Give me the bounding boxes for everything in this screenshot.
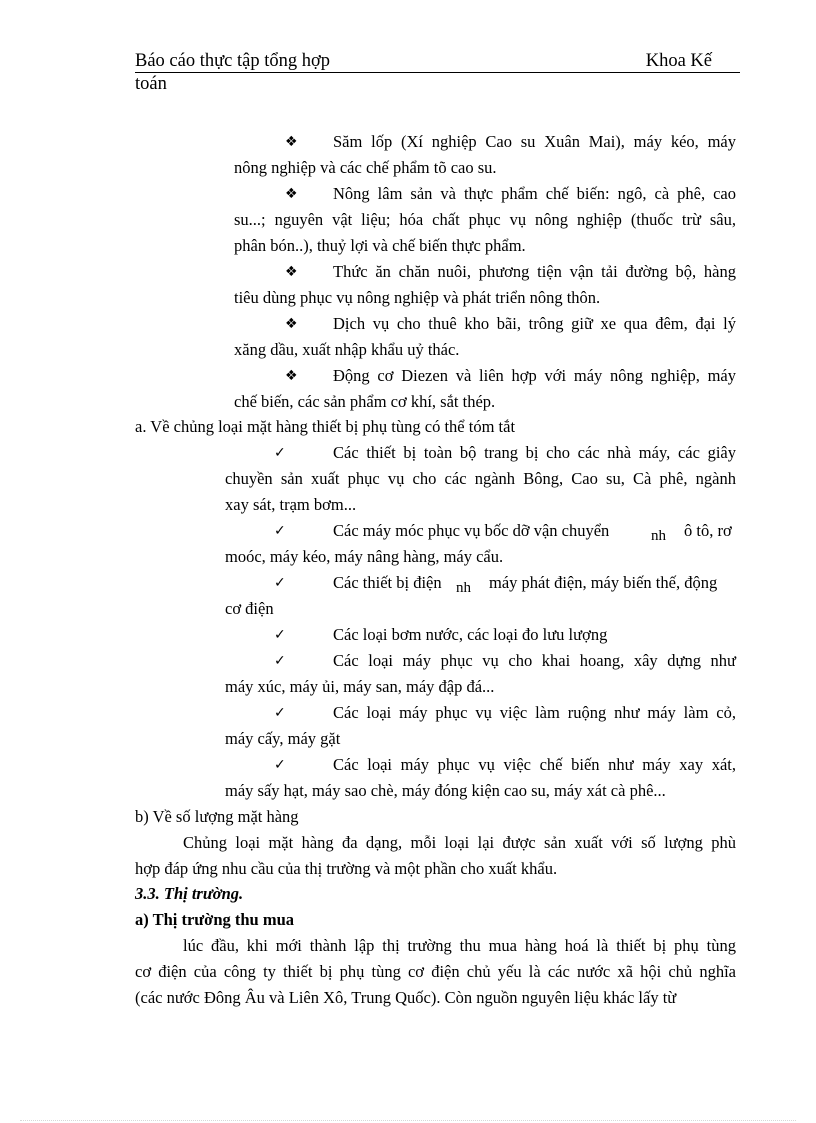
list-item: ô tô, rơ: [684, 521, 732, 540]
list-item: Nông lâm sản và thực phẩm chế biến: ngô, cà phê, cao: [333, 184, 736, 203]
list-item: cơ điện: [225, 599, 274, 618]
report-title: Báo cáo thực tập tổng hợp: [135, 51, 330, 71]
list-item: Các loại máy phục vụ cho khai hoang, xây dựng như: [333, 651, 736, 670]
paragraph-line: Chủng loại mặt hàng đa dạng, mỗi loại lại được sản xuất với số lượng phù: [183, 833, 736, 852]
diamond-bullet-icon: ❖: [285, 368, 298, 384]
subsection-heading-market: a) Thị trường thu mua: [135, 910, 295, 929]
paragraph-line: lúc đầu, khi mới thành lập thị trường thu mua hàng hoá là thiết bị phụ tùng: [183, 936, 736, 955]
list-item: Các loại máy phục vụ việc chế biến như máy xay xát,: [333, 755, 736, 774]
list-item: máy sấy hạt, máy sao chè, máy đóng kiện cao su, máy xát cà phê...: [225, 781, 666, 800]
check-bullet-icon: ✓: [274, 445, 286, 461]
list-item: máy cấy, máy gặt: [225, 729, 341, 748]
list-item: Các thiết bị điện: [333, 573, 442, 592]
list-item: tiêu dùng phục vụ nông nghiệp và phát triển nông thôn.: [234, 288, 601, 307]
list-item: Các máy móc phục vụ bốc dỡ vận chuyển: [333, 521, 610, 540]
list-item: nông nghiệp và các chế phẩm tõ cao su.: [234, 158, 497, 177]
page-bottom-divider: [20, 1120, 796, 1121]
list-item: chuyền sản xuất phục vụ cho các ngành Bông, Cao su, Cà phê, ngành: [225, 469, 736, 488]
department-label-cont: toán: [135, 74, 167, 94]
list-item: su...; nguyên vật liệu; hóa chất phục vụ nông nghiệp (thuốc trừ sâu,: [234, 210, 736, 229]
section-heading-a: a. Về chủng loại mặt hàng thiết bị phụ tùng có thể tóm tắt: [135, 417, 516, 436]
diamond-bullet-icon: ❖: [285, 186, 298, 202]
diamond-bullet-icon: ❖: [285, 316, 298, 332]
check-bullet-icon: ✓: [274, 523, 286, 539]
list-item: Động cơ Diezen và liên hợp với máy nông nghiệp, máy: [333, 366, 736, 385]
list-item: máy phát điện, máy biến thế, động: [489, 573, 718, 592]
inline-note: nh: [456, 580, 471, 596]
section-heading-3-3: 3.3. Thị trường.: [135, 884, 244, 903]
page-header: [135, 50, 740, 95]
paragraph-line: hợp đáp ứng nhu cầu của thị trường và một phần cho xuất khẩu.: [135, 859, 558, 878]
paragraph-line: cơ điện của công ty thiết bị phụ tùng cơ điện chủ yếu là các nước xã hội chủ nghĩa: [135, 962, 736, 981]
list-item: Thức ăn chăn nuôi, phương tiện vận tải đường bộ, hàng: [333, 262, 736, 281]
list-item: moóc, máy kéo, máy nâng hàng, máy cẩu.: [225, 547, 504, 566]
inline-note: nh: [651, 528, 666, 544]
list-item: phân bón..), thuỷ lợi và chế biến thực phẩm.: [234, 236, 526, 255]
check-bullet-icon: ✓: [274, 653, 286, 669]
section-heading-b: b) Về số lượng mặt hàng: [135, 807, 299, 826]
list-item: xăng dầu, xuất nhập khẩu uỷ thác.: [234, 340, 460, 359]
list-item: Các loại máy phục vụ việc làm ruộng như máy làm cỏ,: [333, 703, 736, 722]
list-item: chế biến, các sản phẩm cơ khí, sắt thép.: [234, 392, 496, 411]
list-item: Các thiết bị toàn bộ trang bị cho các nhà máy, các giây: [333, 443, 736, 462]
check-bullet-icon: ✓: [274, 575, 286, 591]
list-item: Săm lốp (Xí nghiệp Cao su Xuân Mai), máy kéo, máy: [333, 132, 736, 151]
check-bullet-icon: ✓: [274, 757, 286, 773]
list-item: xay sát, trạm bơm...: [225, 495, 357, 514]
paragraph-line: (các nước Đông Âu và Liên Xô, Trung Quốc). Còn nguồn nguyên liệu khác lấy từ: [135, 988, 677, 1007]
check-bullet-icon: ✓: [274, 705, 286, 721]
list-item: Các loại bơm nước, các loại đo lưu lượng: [333, 625, 608, 644]
department-label: Khoa Kế: [645, 51, 712, 71]
diamond-bullet-icon: ❖: [285, 134, 298, 150]
list-item: máy xúc, máy ủi, máy san, máy đập đá...: [225, 677, 495, 696]
diamond-bullet-icon: ❖: [285, 264, 298, 280]
list-item: Dịch vụ cho thuê kho bãi, trông giữ xe qua đêm, đại lý: [333, 314, 736, 333]
check-bullet-icon: ✓: [274, 627, 286, 643]
